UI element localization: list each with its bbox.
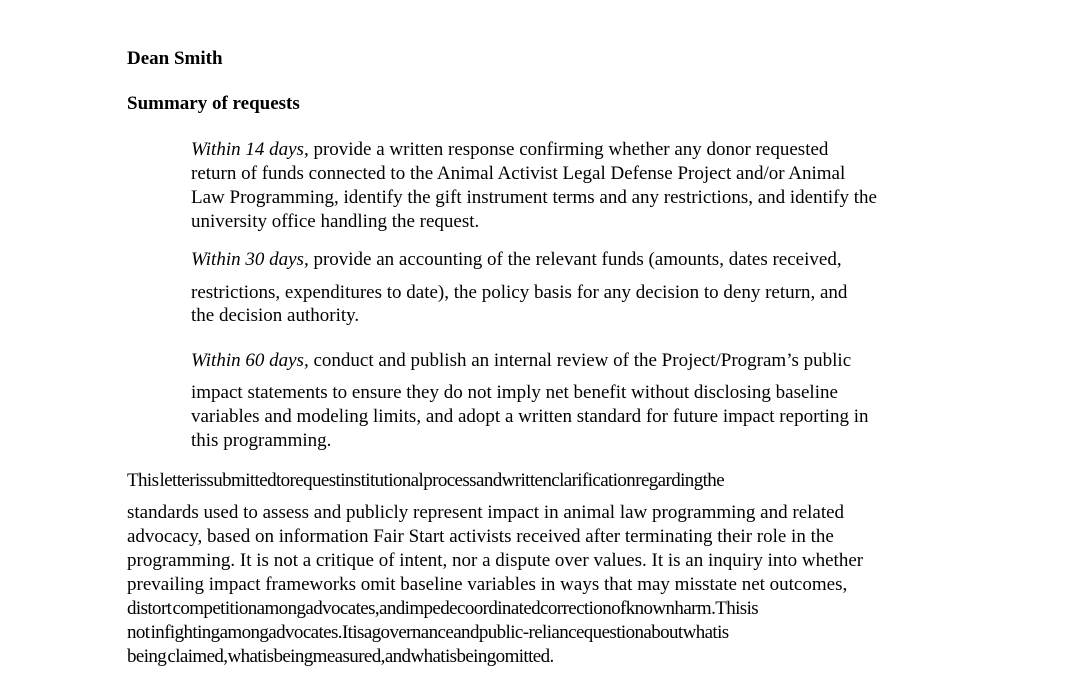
paragraph-line: prevailing impact frameworks omit baseline variables in ways that may misstate net outcomes,	[127, 574, 848, 595]
request-first-line	[191, 350, 851, 372]
request-line: impact statements to ensure they do not imply net benefit without disclosing baseline	[191, 382, 838, 403]
deadline-label: Within 30 days,	[191, 249, 309, 270]
request-line: return of funds connected to the Animal Activist Legal Defense Project and/or Animal	[191, 163, 846, 184]
request-text: conduct and publish an internal review of the Project/Program’s public	[308, 350, 852, 371]
request-first-line	[191, 249, 842, 271]
paragraph-line: standards used to assess and publicly represent impact in animal law programming and related	[127, 502, 845, 523]
paragraph-line: programming. It is not a critique of intent, nor a dispute over values. It is an inquiry into whether	[127, 550, 864, 571]
deadline-label: Within 14 days,	[191, 139, 309, 160]
request-text: provide an accounting of the relevant funds (amounts, dates received,	[308, 249, 842, 270]
request-line: Law Programming, identify the gift instrument terms and any restrictions, and identify the	[191, 187, 877, 208]
deadline-label: Within 60 days,	[191, 350, 309, 371]
paragraph-line: advocacy, based on information Fair Start activists received after terminating their role in the	[127, 526, 834, 547]
request-line: variables and modeling limits, and adopt a written standard for future impact reporting in	[191, 406, 869, 427]
request-line: restrictions, expenditures to date), the policy basis for any decision to deny return, and	[191, 282, 848, 303]
paragraph-line: not infightingamongadvocates.Itisagovernanceandpublic-reliancequestionaboutwhatis	[127, 622, 729, 643]
request-first-line	[191, 139, 828, 161]
paragraph-line: distort competitionamongadvocates,andimpedecoordinatedcorrectionofknownharm.Thisis	[127, 598, 759, 619]
paragraph-line: This letterissubmittedtorequestinstitutionalprocessandwrittenclarificationregardingthe	[127, 470, 725, 491]
summary-heading: Summary of requests	[127, 93, 300, 114]
request-line: this programming.	[191, 430, 332, 451]
request-line: university office handling the request.	[191, 211, 480, 232]
author-name: Dean Smith	[127, 48, 223, 69]
request-line: the decision authority.	[191, 305, 360, 326]
paragraph-line: being claimed,whatisbeingmeasured,andwhatisbeingomitted.	[127, 646, 554, 667]
request-text: provide a written response confirming whether any donor requested	[308, 139, 829, 160]
